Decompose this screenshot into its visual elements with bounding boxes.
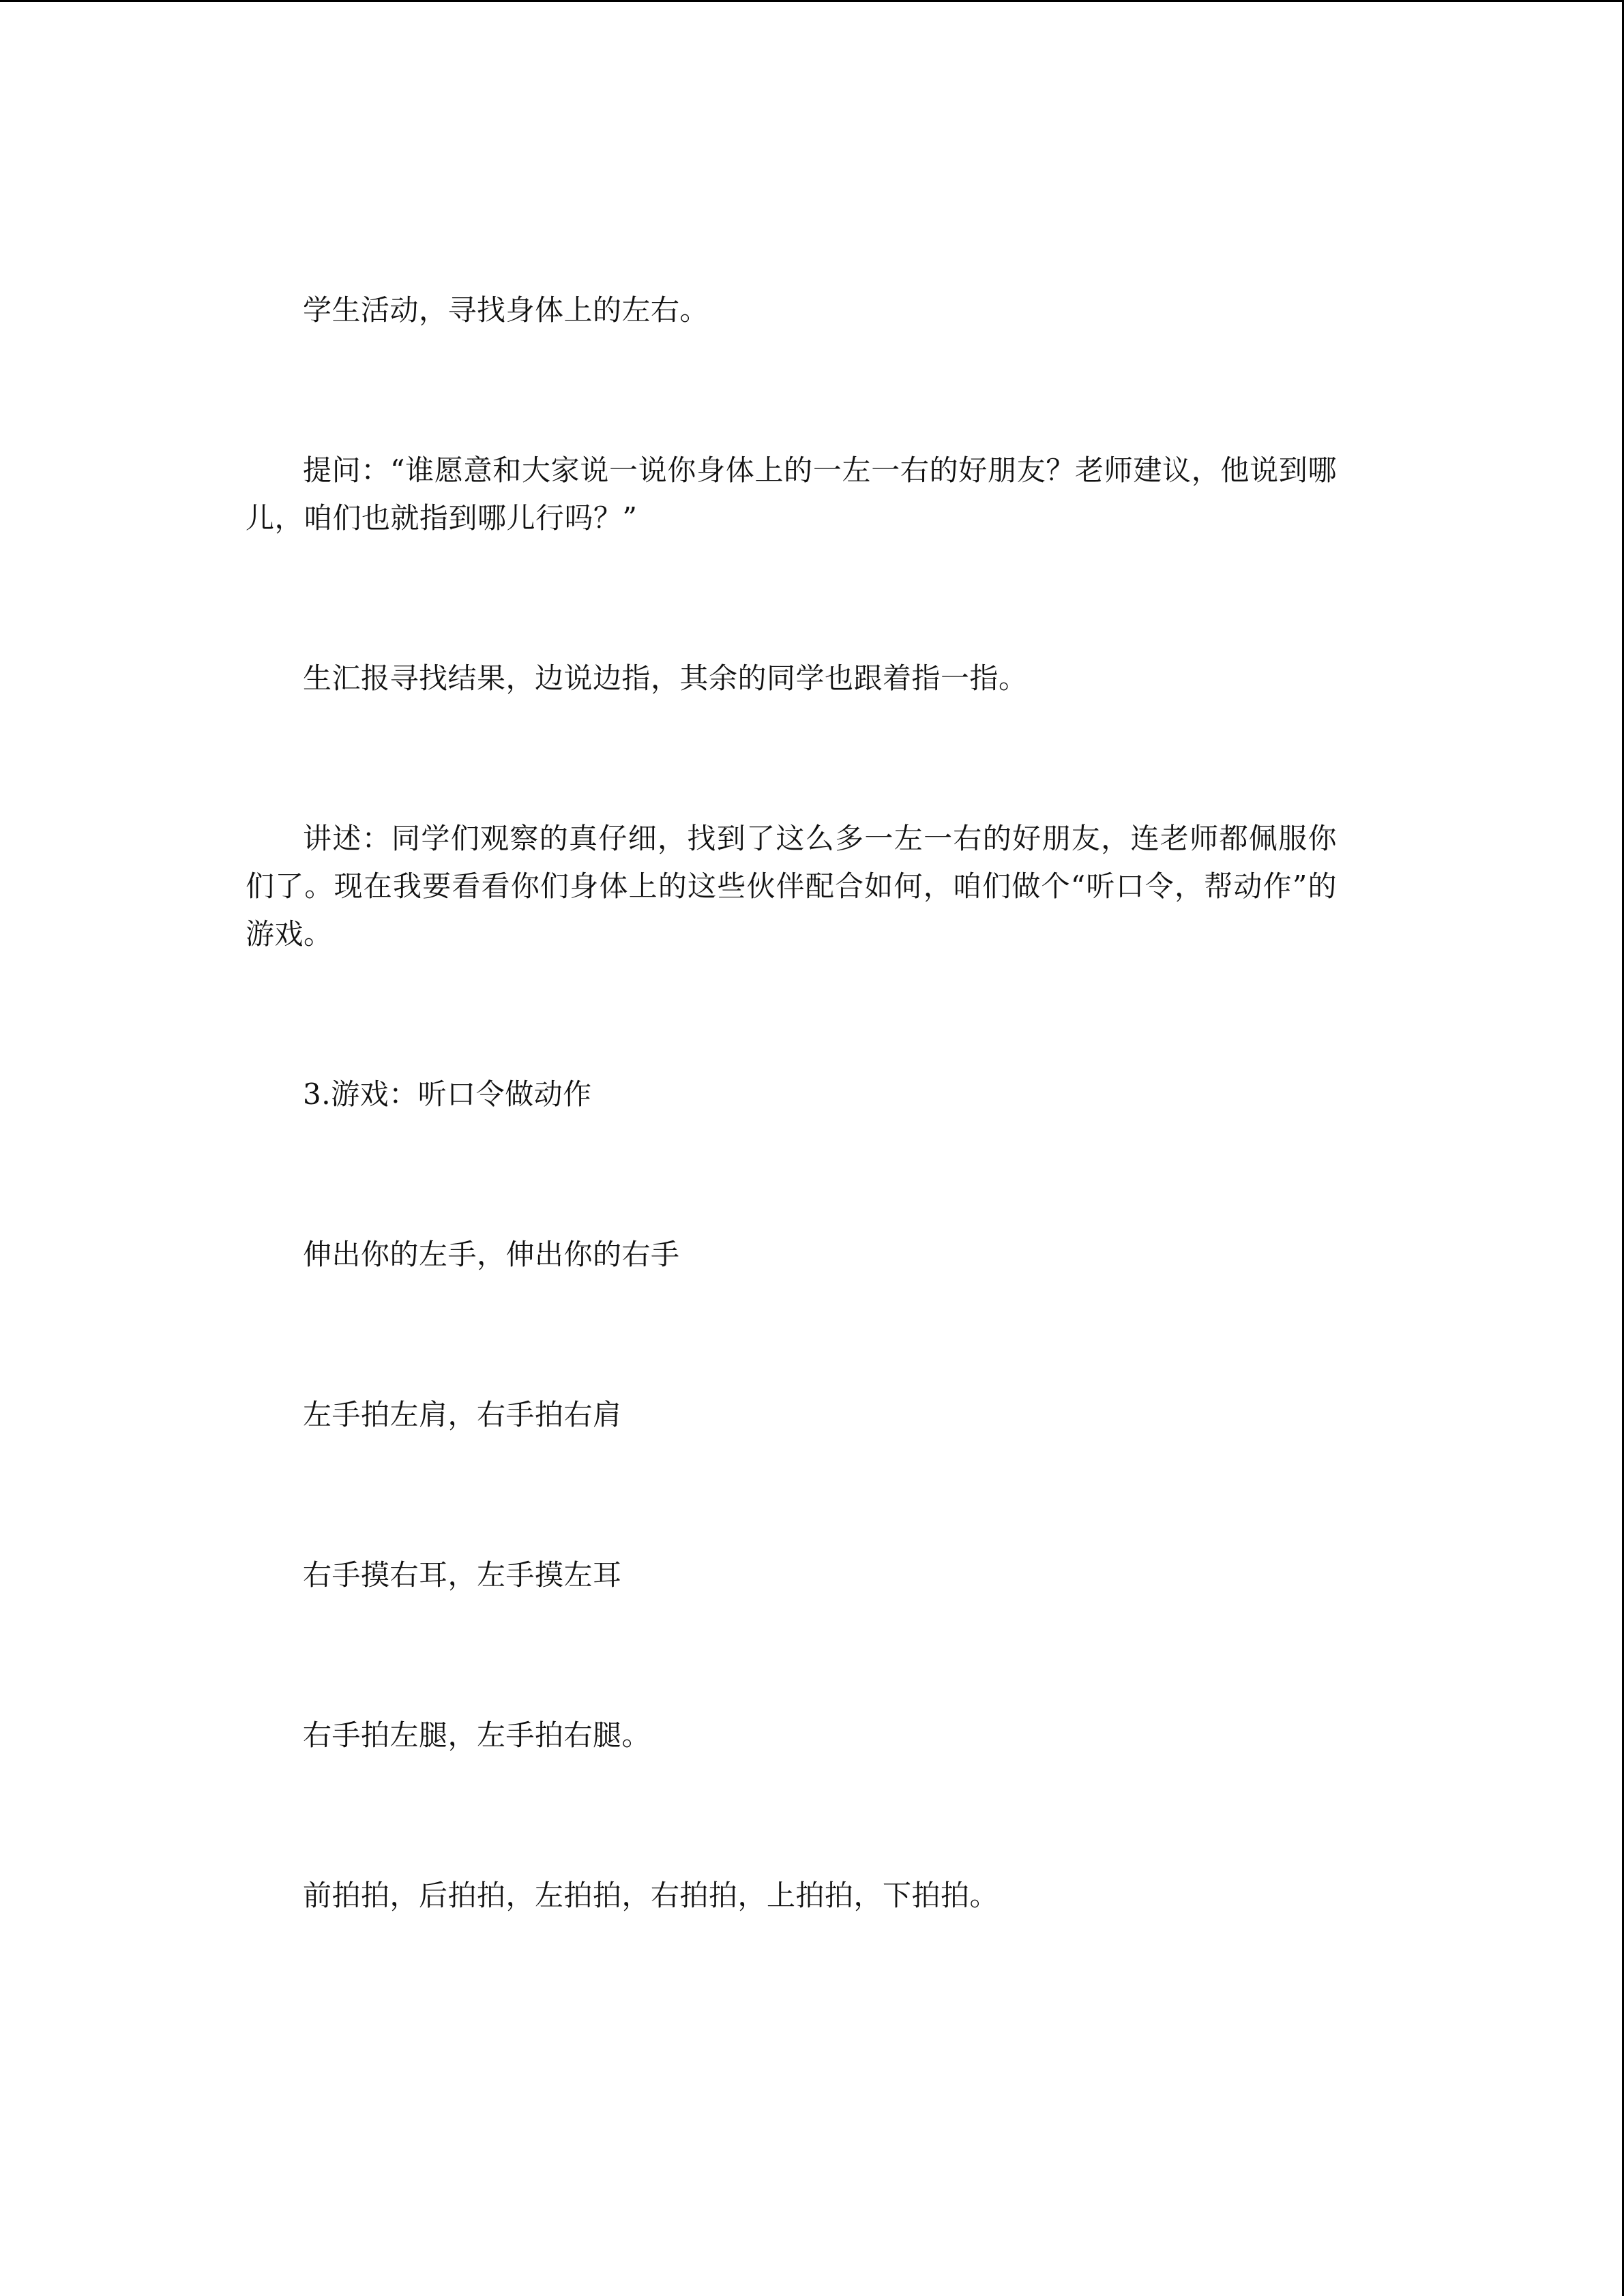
paragraph-student-activity: 学生活动，寻找身体上的左右。 bbox=[303, 293, 709, 327]
paragraph-narration: 讲述：同学们观察的真仔细，找到了这么多一左一右的好朋友，连老师都佩服你们了。现在我要看看你们身体上的这些伙伴配合如何，咱们做个“听口令，帮动作”的游戏。 bbox=[246, 822, 1337, 951]
instruction-line: 右手摸右耳，左手摸左耳 bbox=[303, 1558, 622, 1592]
section-heading-game: 3.游戏：听口令做动作 bbox=[303, 1077, 592, 1111]
instruction-line: 左手拍左肩，右手拍右肩 bbox=[303, 1398, 622, 1431]
instruction-line: 前拍拍，后拍拍，左拍拍，右拍拍，上拍拍，下拍拍。 bbox=[303, 1879, 999, 1912]
paragraph-report: 生汇报寻找结果，边说边指，其余的同学也跟着指一指。 bbox=[303, 661, 1028, 695]
paragraph-question: 提问：“谁愿意和大家说一说你身体上的一左一右的好朋友？老师建议，他说到哪儿，咱们也就指到哪儿行吗？” bbox=[246, 453, 1337, 535]
instruction-line: 伸出你的左手，伸出你的右手 bbox=[303, 1238, 680, 1271]
instruction-line: 右手拍左腿，左手拍右腿。 bbox=[303, 1718, 651, 1752]
page-top-border bbox=[0, 0, 1624, 2]
